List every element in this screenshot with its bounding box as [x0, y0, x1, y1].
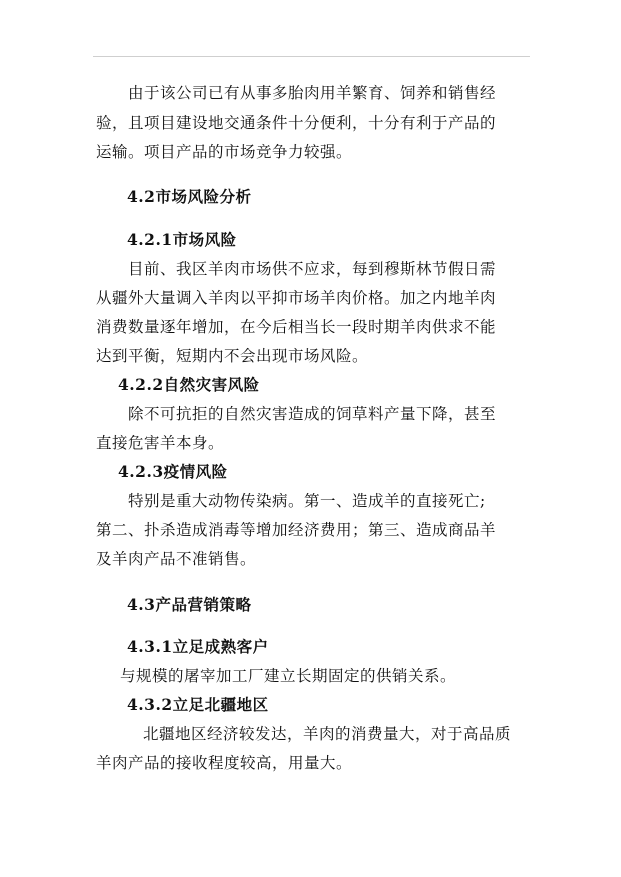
heading-4-2: 4.2市场风险分析: [127, 187, 252, 206]
epidemic-line-3: 及羊肉产品不准销售。: [96, 550, 257, 568]
header-rule: [93, 56, 530, 57]
intro-line-1: 由于该公司已有从事多胎肉用羊繁育、饲养和销售经: [128, 84, 497, 102]
heading-4-3-1: 4.3.1立足成熟客户: [127, 637, 269, 656]
mature-line-1: 与规模的屠宰加工厂建立长期固定的供销关系。: [120, 667, 457, 685]
epidemic-line-2: 第二、扑杀造成消毒等增加经济费用；第三、造成商品羊: [96, 521, 497, 539]
market-line-1: 目前、我区羊肉市场供不应求，每到穆斯林节假日需: [128, 260, 497, 278]
heading-4-2-3: 4.2.3疫情风险: [118, 462, 228, 481]
heading-4-3: 4.3产品营销策略: [127, 595, 252, 614]
disaster-line-2: 直接危害羊本身。: [96, 434, 225, 452]
epidemic-line-1: 特别是重大动物传染病。第一、造成羊的直接死亡;: [128, 492, 486, 510]
market-line-2: 从疆外大量调入羊肉以平抑市场羊肉价格。加之内地羊肉: [96, 289, 497, 307]
heading-4-2-1: 4.2.1市场风险: [127, 230, 237, 249]
market-line-3: 消费数量逐年增加，在今后相当长一段时期羊肉供求不能: [96, 318, 497, 336]
heading-4-3-2: 4.3.2立足北疆地区: [127, 695, 269, 714]
north-line-1: 北疆地区经济较发达，羊肉的消费量大，对于高品质: [143, 725, 512, 743]
disaster-line-1: 除不可抗拒的自然灾害造成的饲草料产量下降，甚至: [128, 405, 497, 423]
market-line-4: 达到平衡，短期内不会出现市场风险。: [96, 347, 369, 365]
intro-line-3: 运输。项目产品的市场竞争力较强。: [96, 143, 353, 161]
heading-4-2-2: 4.2.2自然灾害风险: [118, 375, 260, 394]
intro-line-2: 验，且项目建设地交通条件十分便利，十分有利于产品的: [96, 114, 497, 132]
north-line-2: 羊肉产品的接收程度较高，用量大。: [96, 754, 353, 772]
